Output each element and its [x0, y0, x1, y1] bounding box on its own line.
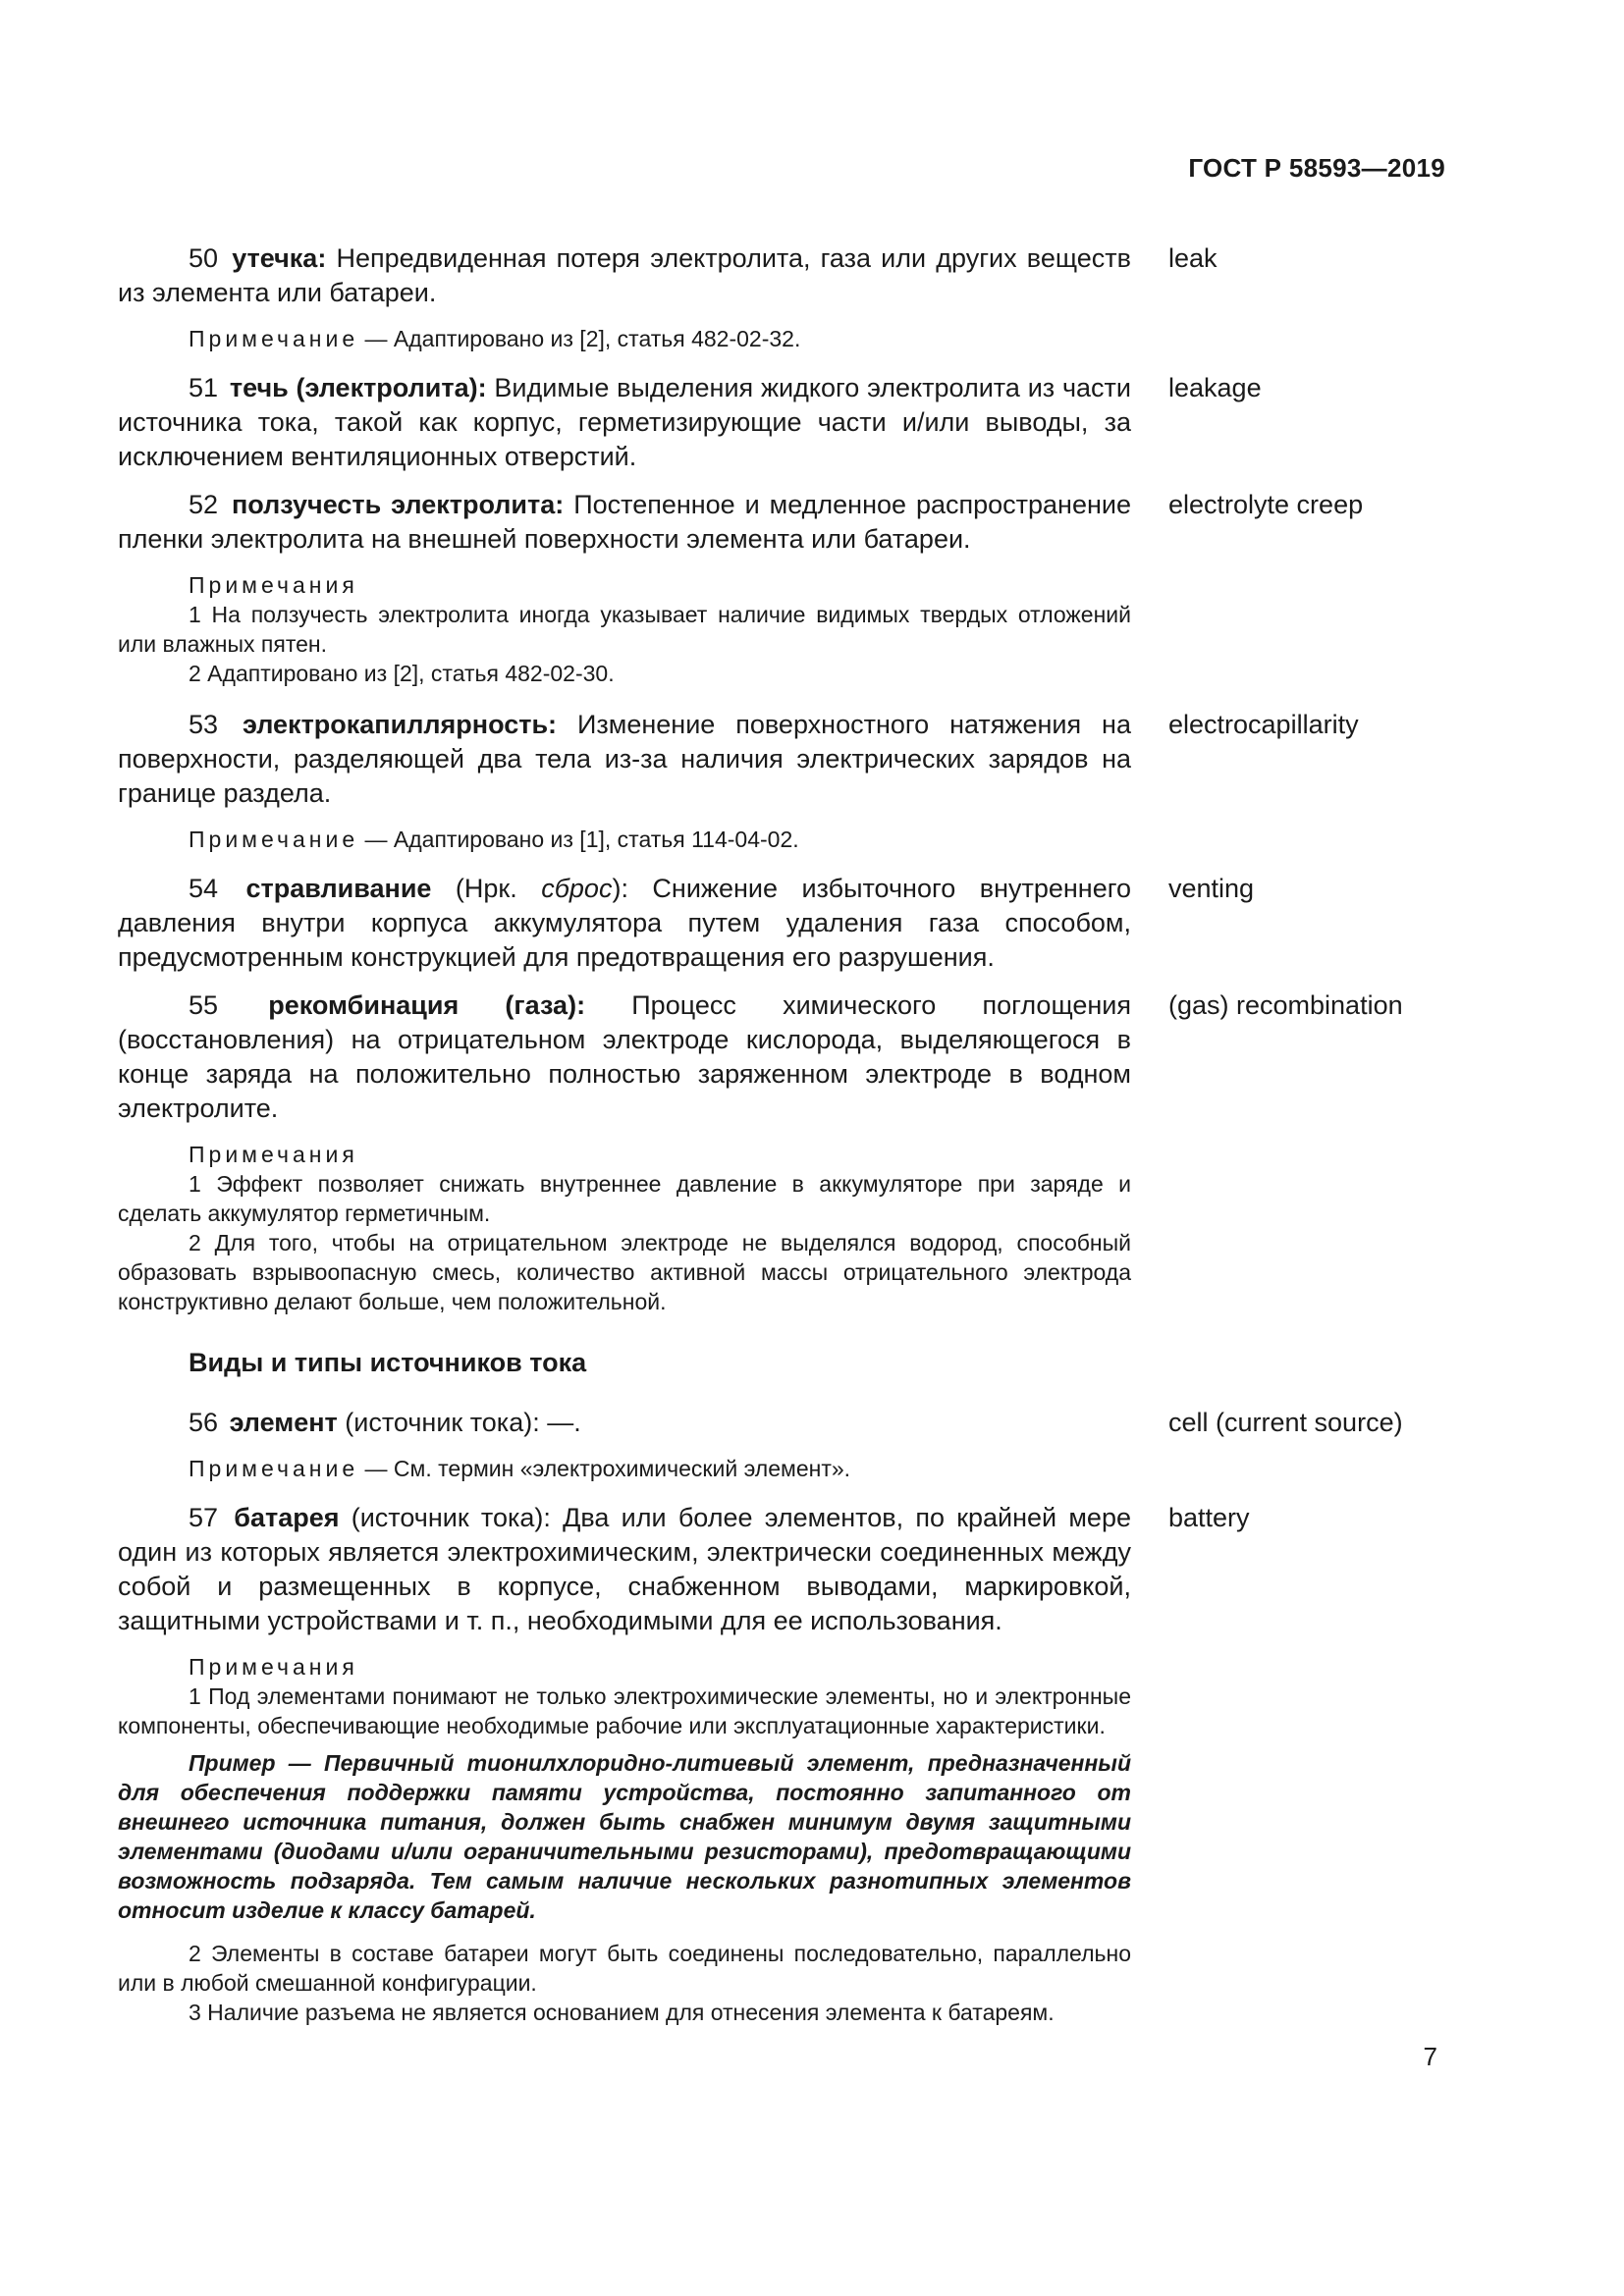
term-english: venting — [1168, 874, 1255, 903]
term-text: (источник тока): Два или более элементов, по крайней мере один из которых является электрохимическим, электрически соединенных между собой и размещенных в корпусе, снабженном выводами, маркировкой, защитными устройствами и т. п., необходимыми для ее использования. — [118, 1503, 1131, 1635]
note-item: 2 Для того, чтобы на отрицательном электроде не выделялся водород, способный образовать взрывоопасную смесь, количество активной массы отрицательного электрода конструктивно делают больше, чем положительной. — [118, 1230, 1131, 1314]
term-number: 56 — [189, 1408, 219, 1437]
term-definition — [118, 988, 1131, 1126]
term-number: 50 — [189, 243, 219, 273]
term-number: 53 — [189, 710, 219, 739]
term-definition — [118, 1501, 1131, 1638]
term-english: electrolyte creep — [1168, 490, 1364, 519]
term-english: battery — [1168, 1503, 1250, 1532]
note-item: 2 Адаптировано из [2], статья 482-02-30. — [189, 661, 615, 686]
term-english: leakage — [1168, 373, 1262, 402]
term-entry — [118, 1406, 1434, 1440]
term-number: 55 — [189, 990, 219, 1020]
note: Примечание — Адаптировано из [1], статья 114-04-02. — [189, 827, 799, 852]
term-text: Видимые выделения жидкого электролита из части источника тока, такой как корпус, герметизирующие части и/или выводы, за исключением вентиляционных отверстий. — [118, 373, 1131, 471]
note: Примечание — См. термин «электрохимический элемент». — [189, 1456, 851, 1481]
notes-block — [118, 1140, 1131, 1316]
term-text: (источник тока): —. — [337, 1408, 581, 1437]
term-text: Процесс химического поглощения (восстановления) на отрицательном электроде кислорода, выделяющегося в конце заряда на положительно полностью заряженном электроде в водном электролите. — [118, 990, 1131, 1123]
term-english: (gas) recombination — [1168, 990, 1403, 1020]
term-name: рекомбинация (газа): — [268, 990, 586, 1020]
term-name: течь (электролита): — [229, 373, 487, 402]
term-entry — [118, 241, 1434, 310]
term-name: стравливание — [245, 874, 432, 903]
term-english: leak — [1168, 243, 1218, 273]
term-entry — [118, 708, 1434, 811]
term-number: 51 — [189, 373, 219, 402]
note-item: 2 Элементы в составе батареи могут быть соединены последовательно, параллельно или в любой смешанной конфигурации. — [118, 1941, 1131, 1996]
term-english: cell (current source) — [1168, 1408, 1403, 1437]
notes-block — [118, 570, 1131, 688]
note-item: 3 Наличие разъема не является основанием для отнесения элемента к батареям. — [189, 2000, 1055, 2025]
term-name: элемент — [229, 1408, 338, 1437]
section-title: Виды и типы источников тока — [189, 1348, 587, 1377]
term-english: electrocapillarity — [1168, 710, 1359, 739]
term-definition — [118, 488, 1131, 557]
term-number: 57 — [189, 1503, 219, 1532]
term-text: Непредвиденная потеря электролита, газа или других веществ из элемента или батареи. — [118, 243, 1131, 307]
term-number: 52 — [189, 490, 219, 519]
term-definition — [118, 371, 1131, 474]
term-definition — [118, 241, 1131, 310]
term-name: ползучесть электролита: — [232, 490, 565, 519]
term-definition: 54 стравливание (Нрк. сброс): Снижение избыточного внутреннего давления внутри корпуса аккумулятора путем удаления газа способом, предусмотренным конструкцией для предотвращения его разрушения. — [118, 874, 1131, 972]
term-definition — [118, 1406, 1131, 1440]
note-item: 1 Под элементами понимают не только электрохимические элементы, но и электронные компоненты, обеспечивающие необходимые рабочие или эксплуатационные характеристики. — [118, 1683, 1131, 1738]
deprecated-term: сброс — [541, 874, 613, 903]
term-entry — [118, 988, 1434, 1126]
term-name: утечка: — [232, 243, 327, 273]
term-entry — [118, 371, 1434, 474]
note-item: 1 Эффект позволяет снижать внутреннее давление в аккумуляторе при заряде и сделать аккумулятор герметичным. — [118, 1171, 1131, 1226]
term-entry — [118, 872, 1434, 975]
term-text: Изменение поверхностного натяжения на поверхности, разделяющей два тела из-за наличия электрических зарядов на границе раздела. — [118, 710, 1131, 808]
term-text: ): Снижение избыточного внутреннего давления внутри корпуса аккумулятора путем удаления газа способом, предусмотренным конструкцией для предотвращения его разрушения. — [118, 874, 1131, 972]
term-entry — [118, 1501, 1434, 1638]
term-name: электрокапиллярность: — [243, 710, 558, 739]
notes-header: Примечания — [189, 572, 358, 598]
term-definition — [118, 708, 1131, 811]
notes-block — [118, 1939, 1131, 2027]
notes-header: Примечания — [189, 1142, 358, 1167]
notes-block — [118, 1652, 1131, 1740]
example-text: Пример — Первичный тионилхлоридно-литиевый элемент, предназначенный для обеспечения поддержки памяти устройства, постоянно запитанного от внешнего источника питания, должен быть снабжен минимум двумя защитными элементами (диодами и/или ограничительными резисторами), предотвращающими возможность подзаряда. Тем самым наличие нескольких разнотипных элементов относит изделие к классу батарей. — [118, 1750, 1131, 1923]
notes-header: Примечания — [189, 1654, 358, 1680]
page-number: 7 — [1423, 2042, 1437, 2071]
document-code: ГОСТ Р 58593—2019 — [1188, 153, 1445, 183]
term-number: 54 — [189, 874, 219, 903]
note-item: 1 На ползучесть электролита иногда указывает наличие видимых твердых отложений или влажных пятен. — [118, 602, 1131, 657]
term-name: батарея — [234, 1503, 340, 1532]
term-text: Постепенное и медленное распространение пленки электролита на внешней поверхности элемента или батареи. — [118, 490, 1131, 554]
note: Примечание — Адаптировано из [2], статья 482-02-32. — [189, 326, 801, 351]
term-entry — [118, 488, 1434, 557]
document-body — [118, 241, 1434, 2047]
